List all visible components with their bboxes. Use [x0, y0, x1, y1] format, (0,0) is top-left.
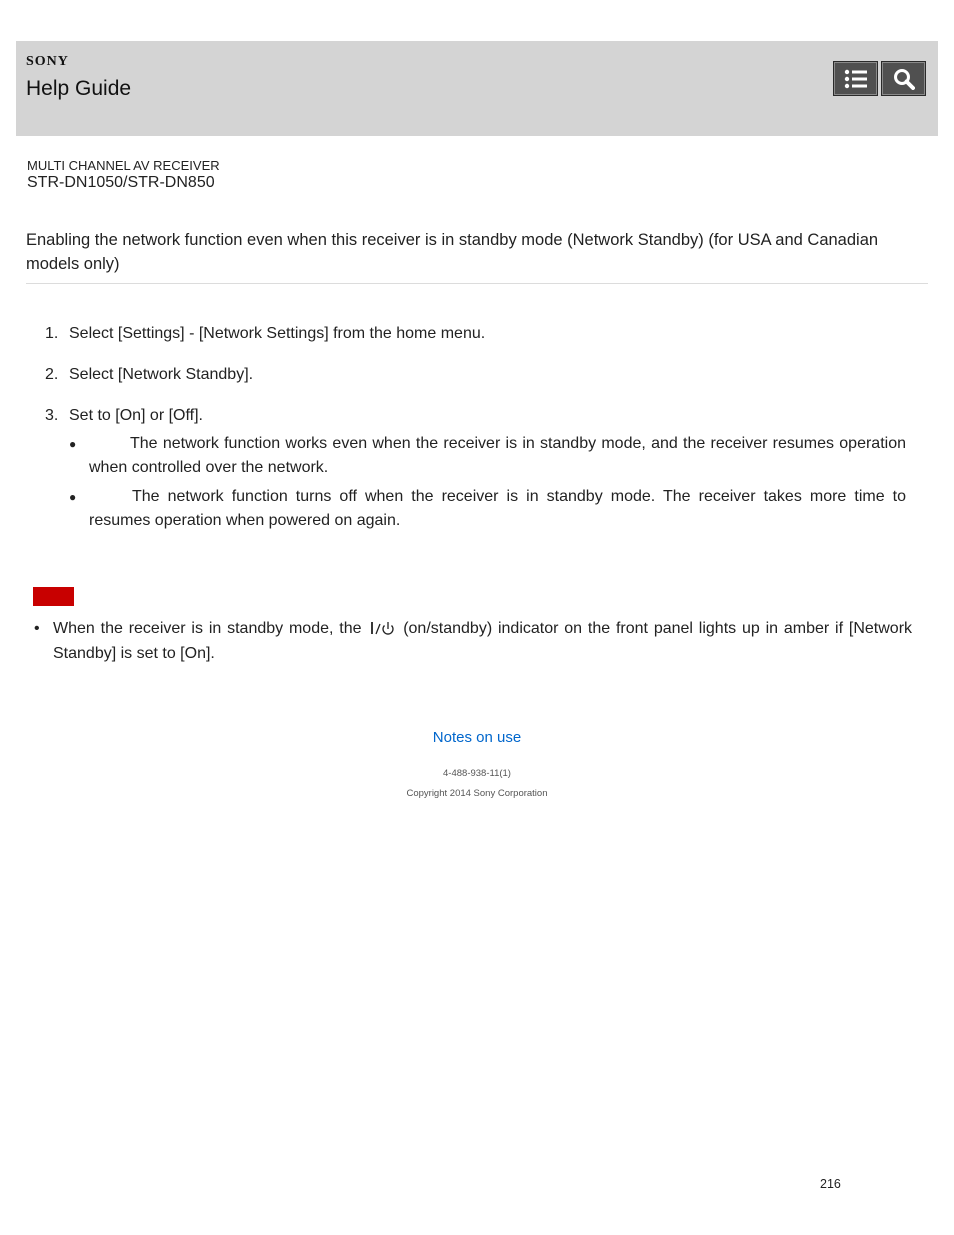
page-number: 216: [820, 1177, 841, 1191]
step-text: Select [Settings] - [Network Settings] from the home menu.: [69, 325, 486, 342]
list-icon: [844, 69, 868, 89]
note-text-after: (on/standby) indicator on the front panel lights up in amber if [Network Standby] is set to [On].: [53, 620, 913, 662]
step-text: Set to [On] or [Off].: [69, 407, 203, 424]
step-item: [26, 363, 906, 387]
search-button[interactable]: [881, 61, 926, 96]
step-item: [26, 322, 906, 346]
copyright-text: Copyright 2014 Sony Corporation: [406, 788, 548, 799]
brand-logo: SONY: [26, 54, 69, 69]
option-item: [69, 485, 906, 533]
toc-button[interactable]: [833, 61, 878, 96]
article-title: Enabling the network function even when this receiver is in standby mode (Network Standby) (for USA and Canadian models only): [26, 231, 879, 273]
step-text: Select [Network Standby].: [69, 366, 254, 383]
help-guide-title: Help Guide: [26, 77, 132, 100]
notes-on-use-link[interactable]: Notes on use: [432, 729, 522, 746]
product-category: MULTI CHANNEL AV RECEIVER: [27, 158, 220, 173]
header-bar: [16, 41, 938, 136]
procedure-steps: [26, 322, 906, 550]
search-icon: [893, 68, 915, 90]
notes-list: [26, 616, 912, 666]
bullet-icon: ●: [69, 490, 77, 504]
product-model: STR-DN1050/STR-DN850: [27, 174, 215, 191]
option-text: The network function turns off when the receiver is in standby mode. The receiver takes more time to resumes operation when powered on again.: [89, 488, 906, 529]
power-standby-icon: [369, 620, 395, 636]
option-text: The network function works even when the receiver is in standby mode, and the receiver resumes operation when controlled over the network.: [89, 435, 906, 476]
title-divider: [26, 283, 928, 284]
step-options: [69, 432, 906, 533]
step-number: 3.: [45, 407, 59, 424]
note-text-before: When the receiver is in standby mode, the: [53, 620, 362, 637]
step-number: 2.: [45, 366, 59, 383]
note-item: [26, 616, 912, 666]
document-number: 4-488-938-11(1): [443, 768, 511, 779]
note-badge: [33, 587, 74, 606]
step-item: [26, 404, 906, 533]
option-item: [69, 432, 906, 480]
step-number: 1.: [45, 325, 59, 342]
bullet-icon: ●: [69, 437, 77, 451]
bullet-icon: •: [34, 620, 40, 637]
